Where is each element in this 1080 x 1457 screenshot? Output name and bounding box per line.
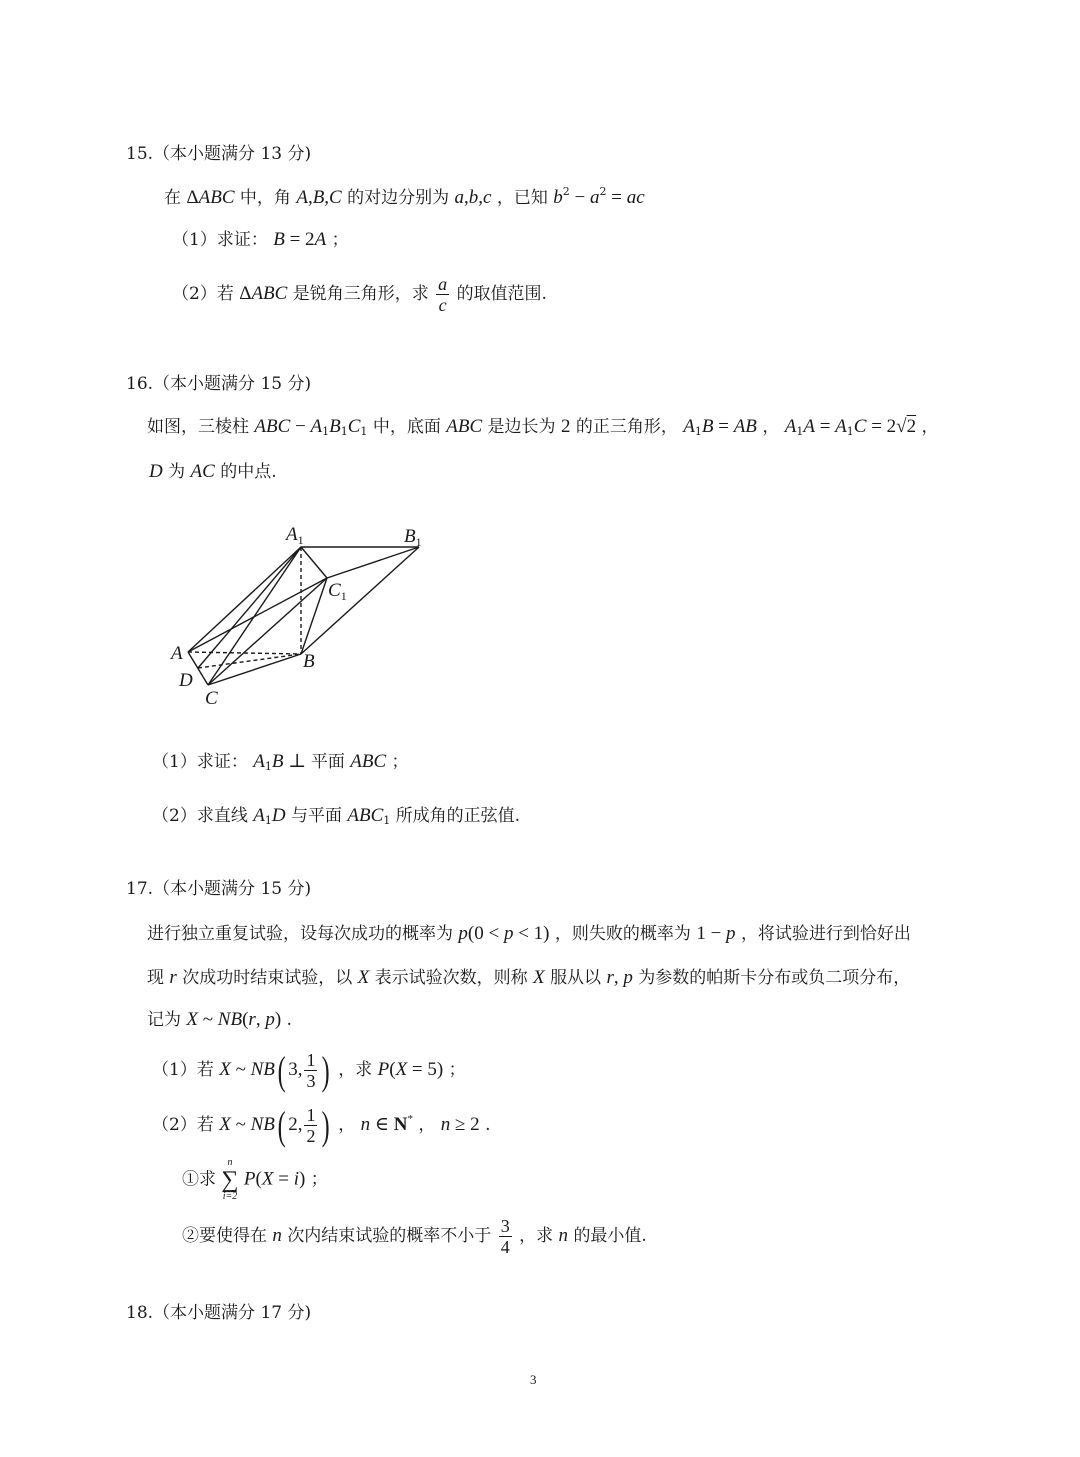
q16-stem-line2: D 为 AC 的中点. bbox=[149, 461, 277, 482]
q15-part1: （1）求证： B = 2A ； bbox=[172, 229, 349, 250]
label-c: C bbox=[205, 688, 218, 709]
edge-a1-c1 bbox=[301, 547, 327, 578]
label-b1: $B_1$ bbox=[404, 526, 422, 549]
fraction-a-over-c: $\frac{a}{c}$ bbox=[438, 274, 448, 315]
prism-figure bbox=[160, 515, 450, 715]
q17-part1: （1）若 X ~ NB( 3, $\frac{1}{3}$ ) ，求 P(X = 5) ； bbox=[152, 1047, 466, 1093]
q16-part2: （2）求直线 $A_1D$ 与平面 $ABC_1$ 所成角的正弦值. bbox=[152, 805, 521, 827]
q17-part2: （2）若 X ~ NB( 2, $\frac{1}{2}$ ) ， n ∈ N* ， n ≥ 2 . bbox=[152, 1102, 491, 1148]
q17-stem-line2: 现 r 次成功时结束试验，以 X 表示试验次数，则称 X 服从以 r, p 为参数的帕斯卡分布或负二项分布， bbox=[147, 967, 911, 988]
page-number: 3 bbox=[530, 1372, 537, 1387]
edge-a-b-dashed bbox=[188, 652, 301, 654]
edge-c-b bbox=[208, 654, 301, 685]
label-a: A bbox=[171, 643, 183, 664]
label-c1: $C_1$ bbox=[328, 580, 347, 603]
label-b: B bbox=[303, 651, 315, 672]
q17-sub1: ①求 n ∑ i=2 P(X = i) ； bbox=[182, 1157, 328, 1202]
fraction-one-third: $\frac{1}{3}$ bbox=[306, 1050, 316, 1091]
label-d: D bbox=[179, 670, 193, 691]
fraction-three-quarters: $\frac{3}{4}$ bbox=[500, 1216, 510, 1257]
q15-part2: （2）若 ΔABC 是锐角三角形，求 $\frac{a}{c}$ 的取值范围. bbox=[172, 274, 547, 315]
q17-sub2: ②要使得在 n 次内结束试验的概率不小于 $\frac{3}{4}$ ，求 n 的最小值. bbox=[182, 1216, 647, 1257]
q17-header: 17.（本小题满分 15 分) bbox=[126, 879, 312, 899]
q18-header: 18.（本小题满分 17 分) bbox=[126, 1303, 312, 1323]
q16-part1: （1）求证： $A_1B$ ⊥ 平面 ABC ； bbox=[152, 751, 409, 773]
sigma-sum: n ∑ i=2 bbox=[221, 1157, 239, 1202]
q15-stem: 在 ΔABC 中，角 A,B,C 的对边分别为 a,b,c ，已知 $b^2 - a^2$ = ac bbox=[164, 185, 645, 208]
q16-stem: 如图，三棱柱 ABC − $A_1B_1C_1$ 中，底面 ABC 是边长为 2 的正三角形， $A_1B$ = AB ， $A_1A = A_1C = 2√2$ ， bbox=[147, 416, 939, 438]
q17-stem: 进行独立重复试验，设每次成功的概率为 p(0 < p < 1) ，则失败的概率为 1 − p ，将试验进行到恰好出 bbox=[147, 923, 911, 944]
edge-a-a1 bbox=[188, 547, 301, 652]
q16-header: 16.（本小题满分 15 分) bbox=[126, 374, 312, 394]
edge-d-a1 bbox=[198, 547, 301, 668]
label-a1: $A_1$ bbox=[286, 524, 304, 547]
edge-b1-c1 bbox=[327, 547, 419, 578]
q15-header: 15.（本小题满分 13 分) bbox=[126, 144, 312, 164]
edge-d-b-dashed bbox=[198, 654, 301, 668]
fraction-one-half: $\frac{1}{2}$ bbox=[306, 1105, 316, 1146]
q17-stem-line3: 记为 X ~ NB(r, p) . bbox=[147, 1009, 292, 1030]
